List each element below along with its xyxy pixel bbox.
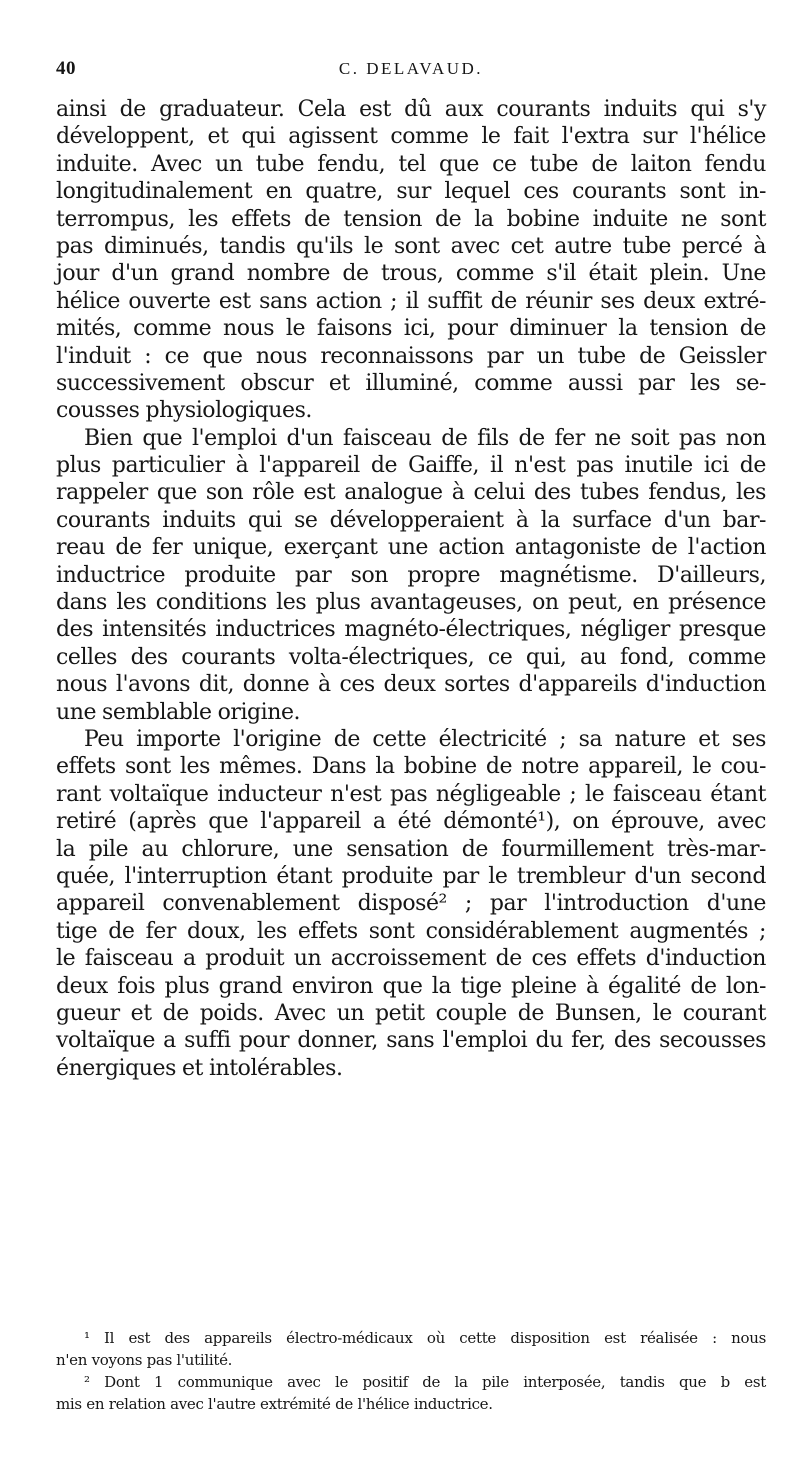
- text-line: l'induit : ce que nous reconnaissons par un tube de Geissler: [56, 343, 766, 369]
- text-line: dans les conditions les plus avantageuses, on peut, en présence: [56, 590, 766, 616]
- footnotes: [56, 1327, 766, 1415]
- text-line: rappeler que son rôle est analogue à celui des tubes fendus, les: [56, 480, 766, 506]
- text-line: cousses physiologiques.: [56, 398, 312, 424]
- text-line: successivement obscur et illuminé, comme aussi par les se-: [56, 370, 766, 396]
- text-line: rant voltaïque inducteur n'est pas négligeable ; le faisceau étant: [56, 781, 766, 807]
- text-line: terrompus, les effets de tension de la bobine induite ne sont: [56, 206, 766, 232]
- text-line: plus particulier à l'appareil de Gaiffe, il n'est pas inutile ici de: [56, 453, 766, 479]
- text-line: Peu importe l'origine de cette électricité ; sa nature et ses: [84, 726, 766, 752]
- page-number: 40: [56, 58, 76, 79]
- text-line: courants induits qui se développeraient à la surface d'un bar-: [56, 507, 766, 533]
- text-line: ainsi de graduateur. Cela est dû aux courants induits qui s'y: [56, 97, 766, 122]
- body-text: [56, 96, 766, 1082]
- text-line: appareil convenablement disposé² ; par l'introduction d'une: [56, 891, 766, 917]
- text-line: jour d'un grand nombre de trous, comme s'il était plein. Une: [56, 261, 766, 287]
- text-line: deux fois plus grand environ que la tige pleine à égalité de lon-: [56, 973, 766, 999]
- text-line: voltaïque a suffi pour donner, sans l'emploi du fer, des secousses: [56, 1028, 766, 1054]
- text-line: retiré (après que l'appareil a été démonté¹), on éprouve, avec: [56, 809, 766, 835]
- footnote-line: mis en relation avec l'autre extrémité de l'hélice inductrice.: [56, 1395, 493, 1413]
- footnote-line: ² Dont 1 communique avec le positif de la pile interposée, tandis que b est: [84, 1373, 766, 1391]
- text-line: énergiques et intolérables.: [56, 1055, 343, 1081]
- text-line: pas diminués, tandis qu'ils le sont avec cet autre tube percé à: [56, 233, 766, 259]
- text-line: le faisceau a produit un accroissement de ces effets d'induction: [56, 946, 766, 972]
- text-line: Bien que l'emploi d'un faisceau de fils de fer ne soit pas non: [84, 425, 766, 451]
- text-line: hélice ouverte est sans action ; il suffit de réunir ses deux extré-: [56, 288, 766, 314]
- running-head: C. DELAVAUD.: [338, 59, 484, 78]
- footnote-line: n'en voyons pas l'utilité.: [56, 1351, 233, 1369]
- text-line: des intensités inductrices magnéto-électriques, négliger presque: [56, 617, 766, 643]
- text-line: gueur et de poids. Avec un petit couple de Bunsen, le courant: [56, 1000, 766, 1026]
- text-line: inductrice produite par son propre magnétisme. D'ailleurs,: [56, 562, 766, 588]
- text-line: celles des courants volta-électriques, ce qui, au fond, comme: [56, 644, 766, 670]
- text-line: longitudinalement en quatre, sur lequel ces courants sont in-: [56, 179, 766, 205]
- text-line: effets sont les mêmes. Dans la bobine de notre appareil, le cou-: [56, 754, 766, 780]
- text-line: nous l'avons dit, donne à ces deux sortes d'appareils d'induction: [56, 672, 766, 698]
- text-line: la pile au chlorure, une sensation de fourmillement très-mar-: [56, 836, 766, 862]
- text-line: induite. Avec un tube fendu, tel que ce tube de laiton fendu: [56, 151, 766, 177]
- text-line: développent, et qui agissent comme le fait l'extra sur l'hélice: [56, 124, 766, 150]
- text-line: reau de fer unique, exerçant une action antagoniste de l'action: [56, 535, 766, 561]
- text-line: tige de fer doux, les effets sont considérablement augmentés ;: [56, 918, 766, 944]
- text-line: une semblable origine.: [56, 699, 301, 725]
- text-line: quée, l'interruption étant produite par le trembleur d'un second: [56, 863, 766, 889]
- footnote-line: ¹ Il est des appareils électro-médicaux où cette disposition est réalisée : nous: [84, 1329, 766, 1347]
- text-line: mités, comme nous le faisons ici, pour diminuer la tension de: [56, 316, 766, 342]
- page-header: [56, 58, 766, 88]
